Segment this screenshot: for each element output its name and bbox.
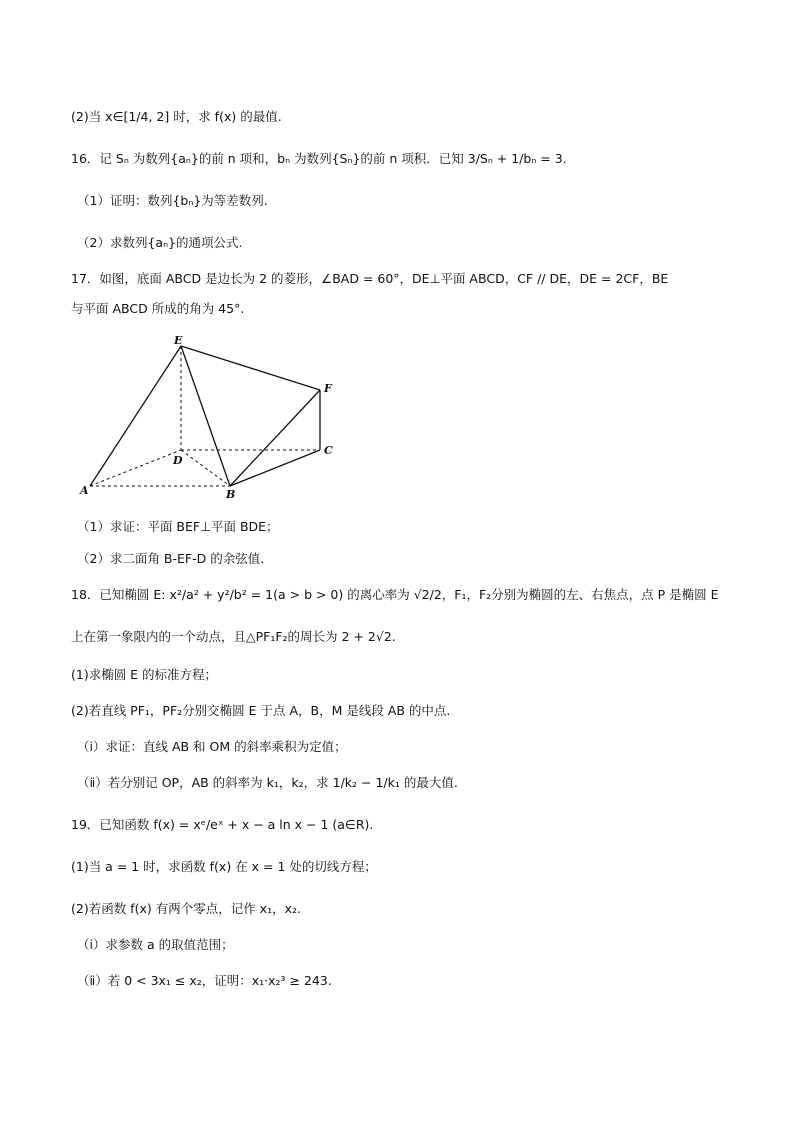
label-C: C	[324, 444, 333, 457]
solid-diagram	[76, 332, 346, 502]
problem-18-stem-line-1: 18．已知椭圆 E: x²/a² + y²/b² = 1(a > b > 0) 的离心率为 √2/2，F₁，F₂分别为椭圆的左、右焦点，点 P 是椭圆 E	[71, 587, 719, 602]
label-B: B	[226, 488, 236, 501]
problem-18-stem-line-2: 上在第一象限内的一个动点，且△PF₁F₂的周长为 2 + 2√2.	[71, 629, 396, 644]
problem-17-part-1: （1）求证：平面 BEF⊥平面 BDE；	[77, 519, 279, 534]
label-F: F	[324, 382, 332, 395]
problem-19-part-1: (1)当 a = 1 时，求函数 f(x) 在 x = 1 处的切线方程；	[71, 859, 377, 874]
edge-EB	[181, 346, 230, 486]
problem-19-part-2-ii: （ⅱ）若 0 < 3x₁ ≤ x₂，证明：x₁·x₂³ ≥ 243.	[77, 973, 332, 988]
label-A: A	[80, 484, 89, 497]
problem-15-part-2: (2)当 x∈[1/4, 2] 时，求 f(x) 的最值.	[71, 109, 282, 124]
problem-17-stem-line-2: 与平面 ABCD 所成的角为 45°.	[71, 301, 245, 316]
problem-16-stem: 16．记 Sₙ 为数列{aₙ}的前 n 项和，bₙ 为数列{Sₙ}的前 n 项积．已知 3/Sₙ + 1/bₙ = 3.	[71, 151, 567, 166]
edge-AD	[90, 450, 181, 486]
problem-18-part-2-i: （ⅰ）求证：直线 AB 和 OM 的斜率乘积为定值；	[77, 739, 347, 754]
problem-19-part-2-i: （ⅰ）求参数 a 的取值范围；	[77, 937, 234, 952]
problem-18-part-2-ii: （ⅱ）若分别记 OP，AB 的斜率为 k₁，k₂，求 1/k₂ − 1/k₁ 的最大值.	[77, 775, 458, 790]
problem-17-stem-line-1: 17．如图，底面 ABCD 是边长为 2 的菱形，∠BAD = 60°，DE⊥平面 ABCD，CF // DE，DE = 2CF，BE	[71, 271, 669, 286]
edge-BF	[230, 390, 320, 486]
geometry-figure	[76, 332, 346, 502]
problem-19-stem: 19．已知函数 f(x) = xᵉ/eˣ + x − a ln x − 1 (a∈R).	[71, 817, 374, 832]
problem-18-part-1: (1)求椭圆 E 的标准方程；	[71, 667, 218, 682]
edge-BC	[230, 450, 320, 486]
edge-EF	[181, 346, 320, 390]
edge-DB	[181, 450, 230, 486]
problem-18-part-2: (2)若直线 PF₁，PF₂分别交椭圆 E 于点 A，B，M 是线段 AB 的中点.	[71, 703, 451, 718]
problem-19-part-2: (2)若函数 f(x) 有两个零点，记作 x₁，x₂.	[71, 901, 301, 916]
label-E: E	[174, 334, 183, 347]
problem-16-part-2: （2）求数列{aₙ}的通项公式.	[77, 235, 243, 250]
label-D: D	[173, 454, 183, 467]
problem-16-part-1: （1）证明：数列{bₙ}为等差数列.	[77, 193, 268, 208]
edge-EA	[90, 346, 181, 486]
problem-17-part-2: （2）求二面角 B-EF-D 的余弦值.	[77, 551, 265, 566]
